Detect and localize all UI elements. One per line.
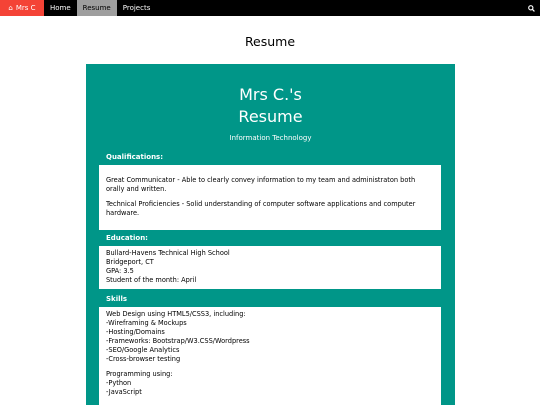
skills-box (99, 307, 441, 405)
nav-item-resume[interactable]: Resume (77, 0, 117, 16)
search-icon (528, 5, 535, 12)
resume-title-line1: Mrs C.'s (239, 85, 302, 104)
skill-programming: Programming using: (106, 370, 173, 378)
top-navbar (0, 0, 540, 16)
page-title: Resume (244, 34, 296, 49)
education-school: Bullard-Havens Technical High School (106, 249, 230, 257)
qualifications-heading: Qualifications: (106, 153, 164, 161)
education-location: Bridgeport, CT (106, 258, 154, 266)
skill-javascript: -JavaScript (106, 388, 142, 396)
skill-frameworks: -Frameworks: Bootstrap/W3.CSS/Wordpress (106, 337, 250, 345)
home-icon: ⌂ (8, 4, 13, 12)
nav-brand-home[interactable] (0, 0, 44, 16)
skill-cross-browser: -Cross-browser testing (106, 355, 181, 363)
nav-brand-label: Mrs C (15, 4, 36, 12)
search-button[interactable] (522, 0, 540, 16)
skill-python: -Python (106, 379, 132, 387)
nav-item-projects[interactable]: Projects (122, 4, 151, 12)
skill-web-design: Web Design using HTML5/CSS3, including: (106, 310, 246, 318)
resume-title-line2: Resume (238, 107, 303, 126)
skill-wireframing: -Wireframing & Mockups (106, 319, 187, 327)
resume-title (86, 84, 455, 128)
qualifications-box (99, 165, 441, 230)
nav-item-home[interactable]: Home (50, 4, 71, 12)
qualification-communicator: Great Communicator - Able to clearly convey information to my team and administraton both orally and written. (106, 176, 416, 193)
education-box (99, 246, 441, 289)
resume-card (86, 64, 455, 405)
skill-seo: -SEO/Google Analytics (106, 346, 180, 354)
skill-hosting: -Hosting/Domains (106, 328, 165, 336)
resume-subtitle: Information Technology (229, 134, 312, 142)
education-award: Student of the month: April (106, 276, 197, 284)
education-gpa: GPA: 3.5 (106, 267, 134, 275)
qualification-technical: Technical Proficiencies - Solid understanding of computer software applications and computer hardware. (106, 200, 416, 217)
education-heading: Education: (106, 234, 148, 242)
skills-heading: Skills (106, 295, 128, 303)
